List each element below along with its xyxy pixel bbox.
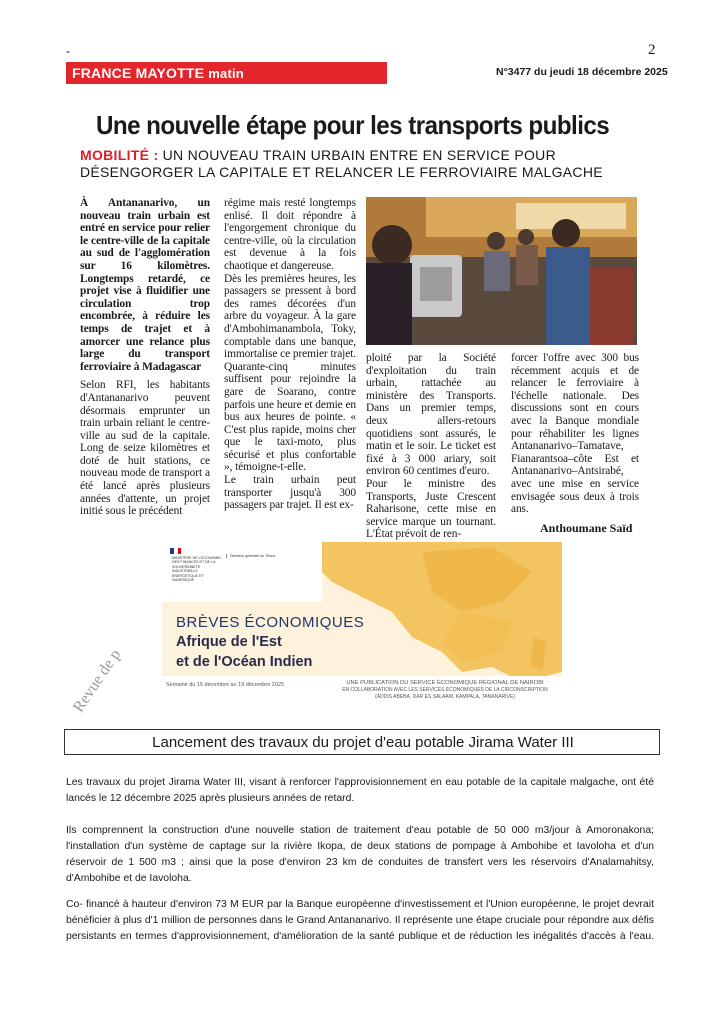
page-number: 2 [648, 42, 656, 58]
breves-region-line2: et de l'Océan Indien [176, 654, 313, 670]
article-paragraph: Dès les premières heures, les passagers se pressent à bord des rames décorées d'un arbre du voyageur. À la gare d'Ambohimanambola, Toky, comptable dans une banque, immortalise ce premier trajet. Quarante-cinq minutes suffisent pour rejoindre la gare de Soarano, contre parfois une heure et demie en bus aux heures de pointe. « C'est plus rapide, moins cher que le taxi-moto, plus sécurisé et plus confortable », témoigne-t-elle. [224, 272, 356, 474]
article-kicker [80, 147, 660, 181]
article-author: Anthoumane Saïd [540, 521, 633, 535]
kicker-text: UN NOUVEAU TRAIN URBAIN ENTRE EN SERVICE POUR DÉSENGORGER LA CAPITALE ET RELANCER LE FERROVIAIRE MALGACHE [80, 147, 603, 180]
breves-publisher [334, 680, 556, 701]
masthead-name: FRANCE MAYOTTE matin [72, 65, 244, 81]
section-paragraph-2: Ils comprennent la construction d'une nouvelle station de traitement d'eau potable de 50 000 m3/jour à Amoronakona; l'installation d'un système de captage sur la rivière Ikopa, de deux stations de pompage à Ambohibe et Iavoloha et d'un réservoir de 1 500 m3 ; ainsi que la pose d'environ 23 km de conduites de transfert vers les réservoirs d'Analamahitsy, d'Ambohibe et de Iavoloha. [66, 825, 654, 884]
kicker-label: MOBILITÉ : [80, 147, 159, 163]
issue-info: N°3477 du jeudi 18 décembre 2025 [496, 66, 668, 78]
page-dash: - [66, 44, 70, 58]
article-column-1 [80, 197, 210, 524]
ministry-name: MINISTÈRE DE L'ÉCONOMIE, DES FINANCES ET DE LA SOUVERAINETÉ INDUSTRIELLE, ÉNERGÉTIQUE ET NUMÉRIQUE [172, 556, 222, 583]
breves-title: BRÈVES ÉCONOMIQUES [176, 614, 365, 631]
article-paragraph: Selon RFI, les habitants d'Antananarivo peuvent désormais emprunter un train urbain reliant le centre-ville au sud de la capitale. Long de seize kilomètres et doté de huit stations, ce nouveau mode de transport a été lancé après plusieurs années d'attente, un projet initié sous le précédent [80, 379, 210, 518]
direction-name: Direction générale du Trésor [226, 554, 275, 558]
section-title-box [64, 729, 660, 755]
article-paragraph: régime mais resté longtemps enlisé. Il doit répondre à l'engorgement chronique du centre-ville, où la circulation est devenue à la fois chaotique et dangereuse. [224, 197, 356, 272]
masthead-banner [66, 62, 387, 84]
photo-illustration [366, 197, 637, 345]
section-title: Lancement des travaux du projet d'eau potable Jirama Water III [152, 734, 574, 751]
article-paragraph: ploité par la Société d'exploitation du train urbain, rattachée au ministère des Transports. Dans un premier temps, deux allers-retours quotidiens sont assurés, le matin et le soir. Le ticket est fixé à 3 000 ariary, soit environ 60 centimes d'euro. [366, 352, 496, 478]
publisher-line: UNE PUBLICATION DU SERVICE ÉCONOMIQUE RÉGIONAL DE NAIROBI [346, 680, 544, 686]
publisher-line: EN COLLABORATION AVEC LES SERVICES ÉCONOMIQUES DE LA CIRCONSCRIPTION [342, 687, 548, 693]
article-paragraph: forcer l'offre avec 300 bus récemment acquis et de relancer le ferroviaire à l'échelle nationale. Des discussions sont en cours avec la Banque mondiale pour réhabiliter les lignes Antananarivo–Tamatave, Fianarantsoa–côte Est et Antananarivo–Antsirabé, avec une mise en service envisagée sous deux à trois ans. [511, 352, 639, 516]
article-column-4 [511, 352, 639, 522]
publisher-line: (ADDIS ABEBA, DAR ES SALAAM, KAMPALA, TANANARIVE) [375, 694, 515, 700]
section-paragraph-1: Les travaux du projet Jirama Water III, visant à renforcer l'approvisionnement en eau potable de la capitale malgache, ont été lancés le 12 décembre 2025 après plusieurs années de retard. [66, 777, 654, 804]
masthead-edition: matin [208, 66, 244, 81]
article-lead: À Antananarivo, un nouveau train urbain est entré en service pour relier le centre-ville de la capitale au sud de l'agglomération sur 16 kilomètres. Longtemps retardé, ce projet vise à fluidifier une circulation trop encombrée, à réduire les temps de trajet et à amorcer une relance plus large du transport ferroviaire à Madagascar [80, 197, 210, 373]
breves-week: Semaine du 15 décembre au 19 décembre 2025 [166, 682, 285, 688]
train-passengers-photo [366, 197, 637, 345]
article-paragraph: Pour le ministre des Transports, Juste Crescent Raharisone, cette mise en service marque un tournant. L'État prévoit de ren- [366, 477, 496, 541]
section-paragraph-3: Co- financé à hauteur d'environ 73 M EUR par la Banque européenne d'investissement et l'Union européenne, le projet devrait bénéficier à plus d'1 million de personnes dans le Grand Antananarivo. Il représente une étape cruciale pour répondre aux défis persistants en termes d'approvisionnement, d'amélioration de la santé publique et de réduction les inégalités d'accès à l'eau. [66, 899, 654, 942]
article-headline: Une nouvelle étape pour les transports publics [96, 110, 610, 140]
article-column-2 [224, 197, 356, 518]
article-column-3 [366, 352, 496, 547]
breves-economiques-banner [162, 542, 562, 704]
article-paragraph: Le train urbain peut transporter jusqu'à 300 passagers par trajet. Il est ex- [224, 474, 356, 512]
watermark: Revue de p [70, 646, 125, 716]
breves-region-line1: Afrique de l'Est [176, 634, 282, 650]
